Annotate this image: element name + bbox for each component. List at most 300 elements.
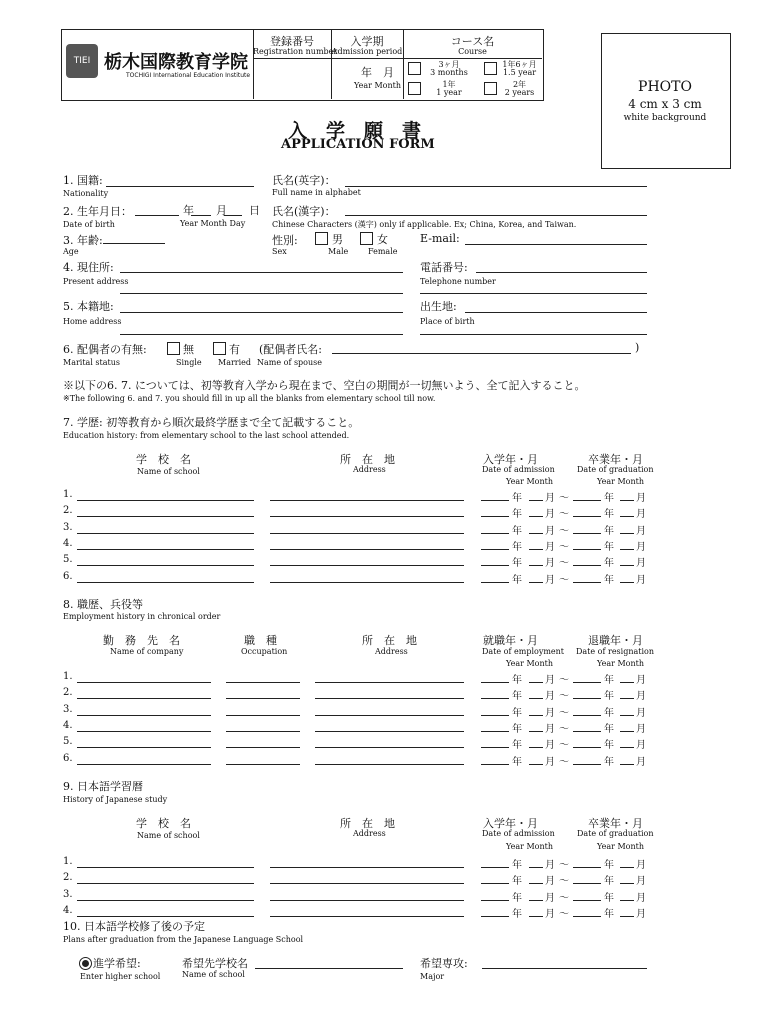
edu-row-school-field[interactable]	[77, 516, 254, 517]
edu-row-start-month-field[interactable]	[529, 533, 543, 534]
plans-title-en: Plans after graduation from the Japanese Language School	[63, 935, 304, 944]
jlang-row-address-field[interactable]	[270, 883, 464, 884]
edu-row-school-field[interactable]	[77, 500, 254, 501]
edu-row-start-year-label: 年	[512, 525, 522, 537]
edu-grad-header-jp: 卒業年・月	[588, 453, 643, 466]
home-field-1[interactable]	[120, 312, 403, 313]
jlang-row-end-month-field[interactable]	[620, 916, 634, 917]
edu-row-end-month-field[interactable]	[620, 549, 634, 550]
jlang-row-address-field[interactable]	[270, 900, 464, 901]
jlang-row-end-year-field[interactable]	[573, 900, 601, 901]
edu-row-tilde: 〜	[559, 509, 569, 521]
course-label-en: Course	[458, 47, 487, 56]
edu-row-start-month-label: 月	[545, 574, 555, 586]
emp-row-end-month-label: 月	[636, 740, 646, 752]
edu-row-start-month-label: 月	[545, 525, 555, 537]
emp-row-end-year-field[interactable]	[573, 682, 601, 683]
emp-row-start-month-label: 月	[545, 723, 555, 735]
edu-row-end-year-label: 年	[604, 493, 614, 504]
jlang-row-tilde: 〜	[559, 860, 569, 871]
emp-row-start-year-label: 年	[512, 707, 522, 719]
emp-row-company-field[interactable]	[77, 682, 211, 683]
jlang-row-end-month-field[interactable]	[620, 883, 634, 884]
course-label-jp: コース名	[450, 35, 495, 48]
marital-single-checkbox[interactable]	[167, 342, 180, 355]
emp-row-address-field[interactable]	[315, 764, 464, 765]
emp-row-start-month-field[interactable]	[529, 747, 543, 748]
emp-row-end-month-field[interactable]	[620, 698, 634, 699]
married-label-jp: 有	[229, 343, 240, 356]
jlang-row-start-year-field[interactable]	[481, 867, 509, 868]
emp-row-tilde: 〜	[559, 707, 569, 719]
emp-row-end-month-label: 月	[636, 723, 646, 735]
edu-row-address-field[interactable]	[270, 565, 464, 566]
emp-row-end-month-field[interactable]	[620, 747, 634, 748]
edu-title-jp: 7. 学歴: 初等教育から順次最終学歴まで全て記載すること。	[63, 416, 360, 429]
edu-row-address-field[interactable]	[270, 500, 464, 501]
jlang-row-address-field[interactable]	[270, 916, 464, 917]
edu-row-address-field[interactable]	[270, 582, 464, 583]
plan-school-label-jp: 希望先学校名	[182, 957, 248, 970]
birthplace-field[interactable]	[465, 312, 647, 313]
jlang-row-number: 4.	[63, 904, 73, 916]
single-label-en: Single	[176, 358, 202, 367]
emp-row-end-year-label: 年	[604, 723, 614, 735]
jlang-row-number: 1.	[63, 856, 73, 867]
emp-row-end-month-field[interactable]	[620, 682, 634, 683]
major-field[interactable]	[482, 968, 647, 969]
photo-bg: white background	[623, 113, 707, 123]
edu-row-end-year-label: 年	[604, 509, 614, 521]
edu-row-tilde: 〜	[559, 493, 569, 504]
name-kanji-field[interactable]	[345, 215, 647, 216]
emp-row-number: 6.	[63, 752, 73, 764]
course-3m-checkbox[interactable]	[408, 62, 421, 75]
dob-ymd-jp: 年 月 日	[183, 204, 260, 217]
sex-label-en: Sex	[272, 247, 287, 256]
emp-row-end-month-label: 月	[636, 691, 646, 703]
emp-row-tilde: 〜	[559, 756, 569, 768]
emp-row-start-month-label: 月	[545, 740, 555, 752]
edu-row-start-month-label: 月	[545, 493, 555, 504]
name-alpha-label-jp: 氏名(英字)：	[272, 174, 336, 187]
emp-row-start-month-field[interactable]	[529, 764, 543, 765]
edu-row-start-month-field[interactable]	[529, 516, 543, 517]
edu-row-end-month-field[interactable]	[620, 500, 634, 501]
school-name: 栃木国際教育学院	[104, 52, 248, 73]
major-label-en: Major	[420, 972, 445, 981]
edu-row-start-year-field[interactable]	[481, 516, 509, 517]
emp-row-occupation-field[interactable]	[226, 764, 300, 765]
emp-row-company-field[interactable]	[77, 764, 211, 765]
emp-row-start-month-label: 月	[545, 675, 555, 686]
edu-row-number: 5.	[63, 554, 73, 566]
edu-row-start-month-field[interactable]	[529, 565, 543, 566]
plan-school-label-en: Name of school	[182, 970, 245, 979]
jlang-title-jp: 9. 日本語学習暦	[63, 780, 143, 793]
edu-row-tilde: 〜	[559, 541, 569, 553]
emp-company-header-jp: 勤 務 先 名	[103, 634, 180, 647]
emp-row-start-year-field[interactable]	[481, 682, 509, 683]
edu-row-address-field[interactable]	[270, 516, 464, 517]
edu-row-address-field[interactable]	[270, 533, 464, 534]
emp-end-ym: Year Month	[597, 659, 644, 668]
edu-row-end-month-field[interactable]	[620, 565, 634, 566]
jlang-row-start-year-label: 年	[512, 860, 522, 871]
notice-jp: ※以下の6. 7. については、初等教育入学から現在まで、空白の期間が一切無いよう、全て記入すること。	[63, 379, 586, 392]
edu-grad-header-en: Date of graduation	[577, 465, 654, 474]
adm-year-month-en: Year Month	[354, 81, 401, 90]
edu-row-end-month-label: 月	[636, 493, 646, 504]
course-1y-jp: 1年	[442, 80, 456, 89]
edu-row-end-year-field[interactable]	[573, 516, 601, 517]
emp-row-end-year-field[interactable]	[573, 715, 601, 716]
photo-title: PHOTO	[638, 79, 692, 95]
edu-row-tilde: 〜	[559, 558, 569, 570]
school-logo-icon: TIEI	[66, 44, 98, 78]
edu-row-start-month-label: 月	[545, 541, 555, 553]
spouse-label-jp: (配偶者氏名:	[259, 343, 322, 356]
jlang-row-address-field[interactable]	[270, 867, 464, 868]
edu-adm-header-jp: 入学年・月	[483, 453, 538, 466]
edu-row-end-year-label: 年	[604, 525, 614, 537]
dob-year-field[interactable]	[135, 215, 179, 216]
emp-row-occupation-field[interactable]	[226, 682, 300, 683]
sex-label-jp: 性別:	[272, 234, 298, 247]
emp-row-end-month-field[interactable]	[620, 731, 634, 732]
emp-row-number: 4.	[63, 719, 73, 731]
emp-row-end-year-label: 年	[604, 691, 614, 703]
marital-married-checkbox[interactable]	[213, 342, 226, 355]
home-label-en: Home address	[63, 317, 122, 326]
jlang-row-start-year-label: 年	[512, 892, 522, 904]
edu-row-end-year-label: 年	[604, 541, 614, 553]
course-1_5y-checkbox[interactable]	[484, 62, 497, 75]
jlang-row-start-month-label: 月	[545, 860, 555, 871]
jlang-row-number: 3.	[63, 888, 73, 900]
emp-row-company-field[interactable]	[77, 698, 211, 699]
age-label-en: Age	[63, 247, 79, 256]
emp-row-address-field[interactable]	[315, 747, 464, 748]
tel-label-en: Telephone number	[420, 277, 496, 286]
higher-school-radio[interactable]	[79, 957, 92, 970]
emp-row-address-field[interactable]	[315, 731, 464, 732]
jlang-title-en: History of Japanese study	[63, 795, 168, 804]
emp-title-en: Employment history in chronical order	[63, 612, 221, 621]
emp-row-start-year-field[interactable]	[481, 731, 509, 732]
nationality-field[interactable]	[106, 186, 254, 187]
emp-start-header-en: Date of employment	[482, 647, 565, 656]
course-1y-checkbox[interactable]	[408, 82, 421, 95]
name-alpha-label-en: Full name in alphabet	[272, 188, 361, 197]
school-subname: TOCHIGI International Education Institute	[126, 72, 251, 79]
jlang-row-start-year-field[interactable]	[481, 916, 509, 917]
sex-male-checkbox[interactable]	[315, 232, 328, 245]
emp-row-address-field[interactable]	[315, 715, 464, 716]
address-field-1[interactable]	[120, 272, 403, 273]
home-field-2[interactable]	[120, 334, 403, 335]
emp-row-end-year-label: 年	[604, 756, 614, 768]
jlang-row-school-field[interactable]	[77, 916, 254, 917]
emp-row-occupation-field[interactable]	[226, 731, 300, 732]
higher-label-jp: 進学希望:	[93, 957, 141, 970]
higher-label-en: Enter higher school	[80, 972, 161, 981]
jlang-row-end-month-field[interactable]	[620, 900, 634, 901]
jlang-row-start-month-label: 月	[545, 876, 555, 888]
edu-addr-header-en: Address	[353, 465, 386, 474]
jlang-row-school-field[interactable]	[77, 883, 254, 884]
edu-row-number: 4.	[63, 537, 73, 549]
jlang-row-end-year-label: 年	[604, 876, 614, 888]
edu-row-address-field[interactable]	[270, 549, 464, 550]
adm-label-en: Admission period	[331, 47, 403, 56]
dob-label-en: Date of birth	[63, 220, 115, 229]
jlang-row-end-year-field[interactable]	[573, 883, 601, 884]
plan-school-field[interactable]	[255, 968, 403, 969]
course-2y-jp: 2年	[512, 80, 527, 89]
emp-row-tilde: 〜	[559, 740, 569, 752]
address-label-en: Present address	[63, 277, 129, 286]
jlang-row-start-month-field[interactable]	[529, 916, 543, 917]
emp-row-start-month-field[interactable]	[529, 715, 543, 716]
jlang-row-start-year-label: 年	[512, 908, 522, 920]
spouse-label-en: Name of spouse	[257, 358, 322, 367]
tel-field[interactable]	[476, 272, 647, 273]
edu-row-school-field[interactable]	[77, 533, 254, 534]
birthplace-field-2[interactable]	[420, 334, 647, 335]
course-3m-en: 3 months	[430, 68, 468, 77]
marital-label-en: Marital status	[63, 358, 120, 367]
jlang-row-school-field[interactable]	[77, 867, 254, 868]
edu-row-end-month-label: 月	[636, 574, 646, 586]
emp-row-end-year-field[interactable]	[573, 764, 601, 765]
emp-company-header-en: Name of company	[110, 647, 184, 656]
jlang-adm-ym: Year Month	[506, 842, 553, 851]
edu-school-header-en: Name of school	[137, 467, 200, 476]
emp-row-end-year-field[interactable]	[573, 698, 601, 699]
emp-row-start-year-label: 年	[512, 756, 522, 768]
address-field-2[interactable]	[120, 293, 403, 294]
emp-row-address-field[interactable]	[315, 698, 464, 699]
course-1_5y-jp: 1年6ヶ月	[502, 60, 537, 69]
edu-row-end-year-label: 年	[604, 558, 614, 570]
course-1y-en: 1 year	[436, 88, 462, 97]
adm-label-jp: 入学期	[350, 35, 384, 48]
edu-row-end-year-field[interactable]	[573, 549, 601, 550]
edu-row-start-year-field[interactable]	[481, 565, 509, 566]
age-field[interactable]	[103, 243, 165, 244]
edu-row-number: 6.	[63, 570, 73, 582]
birthplace-label-jp: 出生地:	[420, 300, 457, 313]
female-label-jp: 女	[377, 233, 388, 246]
jlang-row-start-month-field[interactable]	[529, 900, 543, 901]
form-title-jp: 入 学 願 書	[288, 120, 422, 142]
photo-size: 4 cm x 3 cm	[628, 97, 702, 111]
jlang-row-start-year-field[interactable]	[481, 900, 509, 901]
emp-row-number: 3.	[63, 703, 73, 715]
email-field[interactable]	[465, 244, 647, 245]
jlang-adm-header-jp: 入学年・月	[483, 817, 538, 830]
name-kanji-label-jp: 氏名(漢字)：	[272, 205, 336, 218]
emp-row-number: 1.	[63, 671, 73, 682]
emp-row-number: 2.	[63, 687, 73, 699]
edu-row-start-month-field[interactable]	[529, 500, 543, 501]
emp-row-end-month-label: 月	[636, 707, 646, 719]
emp-row-address-field[interactable]	[315, 682, 464, 683]
jlang-grad-ym: Year Month	[597, 842, 644, 851]
jlang-row-number: 2.	[63, 872, 73, 884]
tel-label-jp: 電話番号:	[420, 261, 468, 274]
emp-addr-header-jp: 所 在 地	[362, 634, 417, 647]
emp-row-tilde: 〜	[559, 675, 569, 686]
emp-row-tilde: 〜	[559, 723, 569, 735]
emp-row-start-year-field[interactable]	[481, 764, 509, 765]
jlang-row-start-month-label: 月	[545, 908, 555, 920]
emp-row-end-year-label: 年	[604, 740, 614, 752]
emp-row-start-month-field[interactable]	[529, 698, 543, 699]
jlang-row-start-month-field[interactable]	[529, 867, 543, 868]
jlang-school-header-en: Name of school	[137, 831, 200, 840]
emp-occ-header-en: Occupation	[241, 647, 288, 656]
address-label-jp: 4. 現住所:	[63, 261, 114, 274]
emp-occ-header-jp: 職 種	[244, 634, 277, 647]
edu-row-start-month-field[interactable]	[529, 582, 543, 583]
name-kanji-label-en: Chinese Characters (漢字) only if applicable. Ex; China, Korea, and Taiwan.	[272, 220, 577, 229]
nationality-label-jp: 1. 国籍:	[63, 174, 103, 187]
emp-end-header-en: Date of resignation	[576, 647, 655, 656]
jlang-row-tilde: 〜	[559, 892, 569, 904]
edu-row-number: 2.	[63, 505, 73, 517]
spouse-field[interactable]	[332, 353, 631, 354]
emp-row-end-year-label: 年	[604, 707, 614, 719]
edu-row-start-month-field[interactable]	[529, 549, 543, 550]
emp-row-end-month-field[interactable]	[620, 764, 634, 765]
edu-row-end-year-field[interactable]	[573, 533, 601, 534]
emp-row-end-year-field[interactable]	[573, 747, 601, 748]
emp-row-end-month-field[interactable]	[620, 715, 634, 716]
spouse-close: )	[635, 341, 640, 354]
edu-row-end-month-label: 月	[636, 509, 646, 521]
edu-row-number: 3.	[63, 521, 73, 533]
jlang-grad-header-jp: 卒業年・月	[588, 817, 643, 830]
emp-title-jp: 8. 職歴、兵役等	[63, 598, 143, 611]
jlang-row-start-month-field[interactable]	[529, 883, 543, 884]
emp-start-header-jp: 就職年・月	[483, 634, 538, 647]
jlang-row-end-year-field[interactable]	[573, 916, 601, 917]
marital-label-jp: 6. 配偶者の有無:	[63, 343, 147, 356]
emp-addr-header-en: Address	[375, 647, 408, 656]
edu-row-start-year-label: 年	[512, 558, 522, 570]
emp-row-end-month-label: 月	[636, 675, 646, 686]
jlang-row-school-field[interactable]	[77, 900, 254, 901]
female-label-en: Female	[368, 247, 398, 256]
emp-row-start-year-field[interactable]	[481, 698, 509, 699]
name-alpha-field[interactable]	[345, 186, 647, 187]
edu-row-school-field[interactable]	[77, 549, 254, 550]
edu-row-start-year-field[interactable]	[481, 533, 509, 534]
edu-row-end-month-field[interactable]	[620, 582, 634, 583]
emp-row-start-year-label: 年	[512, 740, 522, 752]
jlang-row-end-month-field[interactable]	[620, 867, 634, 868]
emp-row-start-year-field[interactable]	[481, 715, 509, 716]
dob-label-jp: 2. 生年月日：	[63, 205, 132, 218]
nationality-label-en: Nationality	[63, 189, 109, 198]
edu-adm-ym: Year Month	[506, 477, 553, 486]
edu-row-end-year-label: 年	[604, 574, 614, 586]
emp-row-company-field[interactable]	[77, 731, 211, 732]
emp-row-end-year-field[interactable]	[573, 731, 601, 732]
emp-row-start-year-field[interactable]	[481, 747, 509, 748]
birthplace-label-en: Place of birth	[420, 317, 475, 326]
edu-row-start-year-field[interactable]	[481, 549, 509, 550]
emp-row-company-field[interactable]	[77, 747, 211, 748]
jlang-row-end-month-label: 月	[636, 860, 646, 871]
notice-en: ※The following 6. and 7. you should fill in up all the blanks from elementary school till now.	[63, 394, 436, 403]
edu-addr-header-jp: 所 在 地	[340, 453, 395, 466]
edu-row-number: 1.	[63, 489, 73, 500]
edu-row-start-year-field[interactable]	[481, 500, 509, 501]
course-1_5y-en: 1.5 year	[502, 68, 537, 77]
edu-row-start-year-field[interactable]	[481, 582, 509, 583]
emp-row-start-month-field[interactable]	[529, 731, 543, 732]
edu-row-end-month-field[interactable]	[620, 516, 634, 517]
edu-row-start-year-label: 年	[512, 493, 522, 504]
jlang-school-header-jp: 学 校 名	[136, 817, 191, 830]
edu-row-end-year-field[interactable]	[573, 565, 601, 566]
jlang-row-end-month-label: 月	[636, 876, 646, 888]
edu-row-start-year-label: 年	[512, 509, 522, 521]
jlang-row-start-year-field[interactable]	[481, 883, 509, 884]
jlang-row-end-year-label: 年	[604, 860, 614, 871]
jlang-row-tilde: 〜	[559, 908, 569, 920]
emp-row-tilde: 〜	[559, 691, 569, 703]
jlang-row-end-year-label: 年	[604, 908, 614, 920]
edu-row-start-year-label: 年	[512, 574, 522, 586]
tel-field-2[interactable]	[420, 293, 647, 294]
jlang-row-start-year-label: 年	[512, 876, 522, 888]
edu-row-end-year-field[interactable]	[573, 582, 601, 583]
dob-ymd-en: Year Month Day	[180, 219, 246, 228]
form-title-en: APPLICATION FORM	[281, 137, 435, 152]
emp-row-occupation-field[interactable]	[226, 715, 300, 716]
sex-female-checkbox[interactable]	[360, 232, 373, 245]
edu-row-school-field[interactable]	[77, 565, 254, 566]
emp-row-start-month-field[interactable]	[529, 682, 543, 683]
emp-row-occupation-field[interactable]	[226, 747, 300, 748]
edu-row-end-month-field[interactable]	[620, 533, 634, 534]
male-label-jp: 男	[332, 233, 343, 246]
jlang-row-start-month-label: 月	[545, 892, 555, 904]
edu-row-start-year-label: 年	[512, 541, 522, 553]
radio-dot-icon	[82, 960, 89, 967]
emp-row-end-year-label: 年	[604, 675, 614, 686]
emp-row-start-month-label: 月	[545, 707, 555, 719]
course-2y-checkbox[interactable]	[484, 82, 497, 95]
jlang-row-end-year-field[interactable]	[573, 867, 601, 868]
course-3m-jp: 3ヶ月	[438, 60, 460, 69]
jlang-row-end-month-label: 月	[636, 908, 646, 920]
home-label-jp: 5. 本籍地:	[63, 300, 114, 313]
edu-row-school-field[interactable]	[77, 582, 254, 583]
emp-end-header-jp: 退職年・月	[588, 634, 643, 647]
emp-row-start-year-label: 年	[512, 691, 522, 703]
emp-row-company-field[interactable]	[77, 715, 211, 716]
emp-row-occupation-field[interactable]	[226, 698, 300, 699]
edu-row-end-year-field[interactable]	[573, 500, 601, 501]
emp-row-start-year-label: 年	[512, 723, 522, 735]
edu-school-header-jp: 学 校 名	[136, 453, 191, 466]
married-label-en: Married	[218, 358, 252, 367]
